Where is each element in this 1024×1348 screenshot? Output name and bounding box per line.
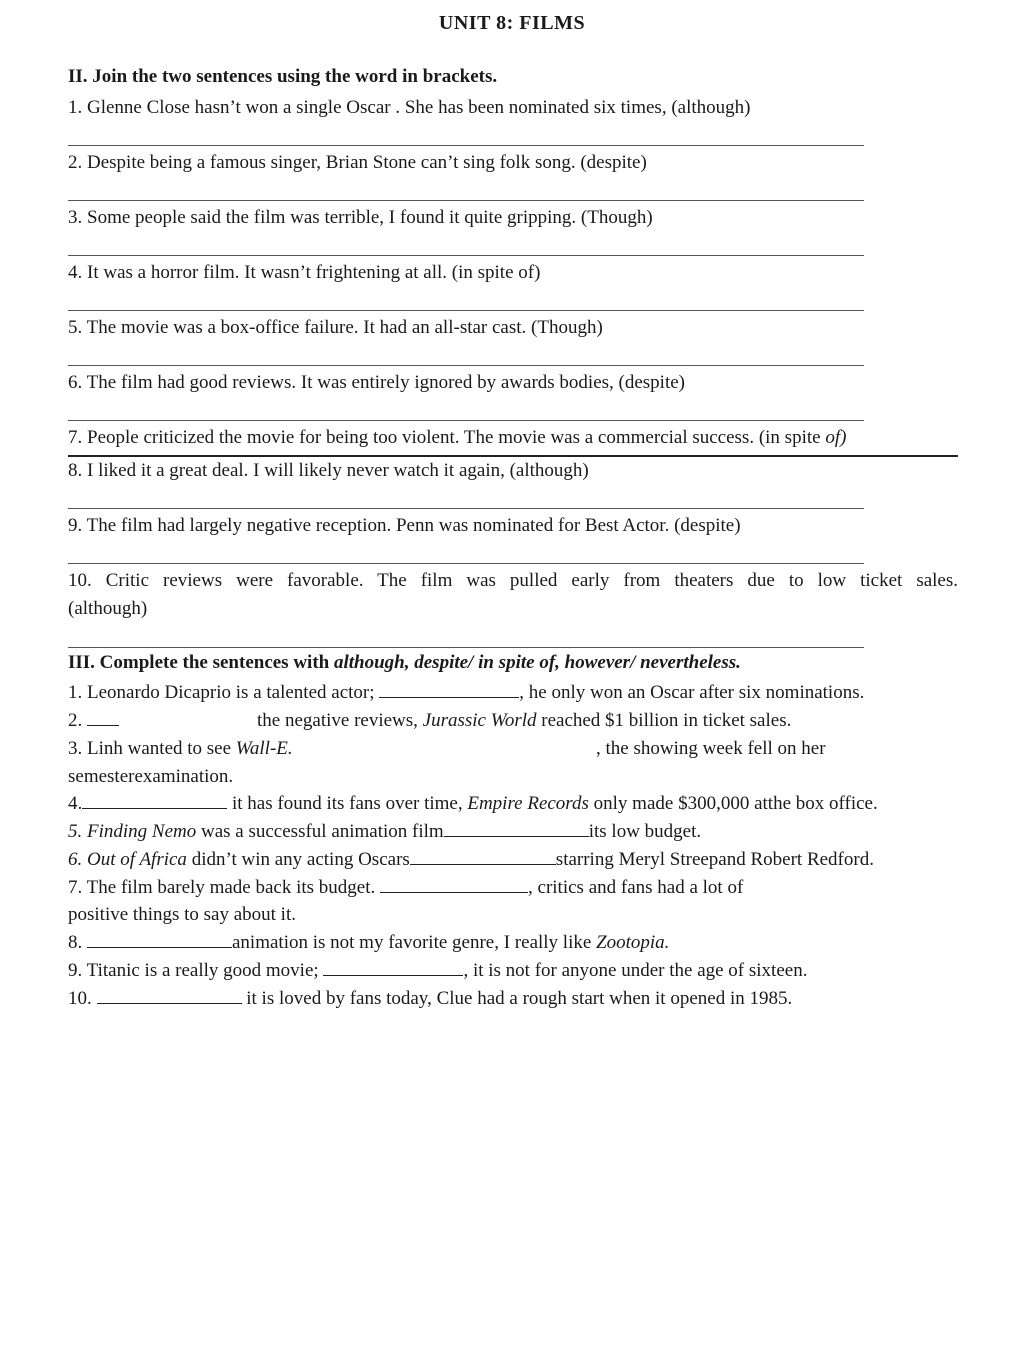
answer-line-8[interactable]	[68, 508, 864, 509]
exercise-2-item-10: 10. Critic reviews were favorable. The film was pulled early from theaters due to low ticket sales.	[68, 570, 958, 591]
s2-text-b: the negative reviews,	[257, 710, 423, 731]
answer-line-7[interactable]	[68, 455, 958, 457]
section-3-heading-text: III. Complete the sentences with	[68, 652, 334, 673]
s3-text-b: , the showing week fell on her	[596, 738, 826, 759]
s4-text-a: 4.	[68, 793, 83, 814]
s6-text-a: didn’t win any acting Oscars	[186, 849, 410, 870]
s7-text-b: , critics and fans had a lot of	[528, 877, 744, 898]
answer-line-4[interactable]	[68, 310, 864, 311]
blank-9[interactable]	[323, 960, 463, 976]
exercise-2-item-4: 4. It was a horror film. It wasn’t frightening at all. (in spite of)	[68, 262, 541, 283]
s4-text-b: it has found its fans over time,	[227, 793, 468, 814]
s9-text-b: , it is not for anyone under the age of sixteen.	[463, 960, 808, 981]
s8-italic: Zootopia.	[596, 932, 670, 953]
blank-4[interactable]	[82, 793, 227, 809]
s5-italic: 5. Finding Nemo	[68, 821, 197, 842]
exercise-3-item-3-cont: semesterexamination.	[68, 766, 234, 787]
blank-1[interactable]	[379, 682, 519, 698]
s1-text-b: , he only won an Oscar after six nominations.	[519, 682, 865, 703]
s8-text-a: 8.	[68, 932, 87, 953]
blank-2[interactable]	[87, 710, 119, 726]
answer-line-9[interactable]	[68, 563, 864, 564]
s5-text-b: its low budget.	[588, 821, 702, 842]
s3-italic: Wall-E.	[235, 738, 293, 759]
section-3-heading	[68, 652, 741, 674]
s6-italic-b: Africa	[139, 849, 187, 870]
s7-text-a: 7. The film barely made back its budget.	[68, 877, 381, 898]
blank-10[interactable]	[97, 988, 242, 1004]
exercise-3-item-6	[68, 848, 874, 872]
answer-line-1[interactable]	[68, 145, 864, 146]
answer-line-10[interactable]	[68, 647, 864, 648]
exercise-3-item-2	[68, 709, 791, 733]
exercise-3-item-10	[68, 987, 792, 1011]
s8-text-b: animation is not my favorite genre, I really like	[232, 932, 597, 953]
s9-text-a: 9. Titanic is a really good movie;	[68, 960, 324, 981]
answer-line-3[interactable]	[68, 255, 864, 256]
exercise-3-item-5	[68, 820, 701, 844]
s10-text-a: 10.	[68, 988, 97, 1009]
exercise-3-item-7	[68, 876, 743, 900]
s4-italic: Empire Records	[467, 793, 589, 814]
s10-text-b: it is loved by fans today, Clue had a rough start when it opened in 1985.	[241, 988, 793, 1009]
answer-line-6[interactable]	[68, 420, 864, 421]
exercise-3-item-8	[68, 931, 669, 955]
s2-text-c: reached $1 billion in ticket sales.	[536, 710, 792, 731]
exercise-2-item-7	[68, 426, 846, 450]
blank-5[interactable]	[444, 821, 589, 837]
answer-line-5[interactable]	[68, 365, 864, 366]
exercise-2-item-5: 5. The movie was a box-office failure. It had an all-star cast. (Though)	[68, 317, 603, 338]
s2-italic: Jurassic World	[422, 710, 537, 731]
exercise-2-item-1: 1. Glenne Close hasn’t won a single Oscar . She has been nominated six times, (although)	[68, 97, 751, 118]
section-3-heading-italic: although, despite/ in spite of, however/ nevertheless.	[333, 652, 741, 673]
answer-line-2[interactable]	[68, 200, 864, 201]
s1-text-a: 1. Leonardo Dicaprio is a talented actor;	[68, 682, 380, 703]
exercise-2-item-8: 8. I liked it a great deal. I will likely never watch it again, (although)	[68, 460, 589, 481]
exercise-3-item-4	[68, 792, 878, 816]
exercise-2-item-10-cont: (although)	[68, 598, 148, 619]
s6-italic-a: 6. Out of	[68, 849, 140, 870]
item-7-text: 7. People criticized the movie for being too violent. The movie was a commercial success. (in spite	[68, 427, 826, 448]
exercise-3-item-1	[68, 681, 864, 705]
s3-text-a: 3. Linh wanted to see	[68, 738, 236, 759]
exercise-3-item-3	[68, 737, 293, 761]
s5-text-a: was a successful animation film	[196, 821, 444, 842]
s4-text-c: only made $300,000 atthe box office.	[588, 793, 878, 814]
exercise-2-item-6: 6. The film had good reviews. It was entirely ignored by awards bodies, (despite)	[68, 372, 685, 393]
blank-8[interactable]	[87, 932, 232, 948]
exercise-2-item-2: 2. Despite being a famous singer, Brian Stone can’t sing folk song. (despite)	[68, 152, 647, 173]
s2-text-a: 2.	[68, 710, 87, 731]
section-2-heading: II. Join the two sentences using the word in brackets.	[68, 66, 498, 87]
page-title: UNIT 8: FILMS	[438, 12, 586, 34]
blank-7[interactable]	[380, 877, 528, 893]
s6-text-b: starring Meryl Streepand Robert Redford.	[555, 849, 874, 870]
exercise-3-item-7-cont: positive things to say about it.	[68, 904, 296, 925]
item-7-italic: of)	[825, 427, 847, 448]
exercise-2-item-9: 9. The film had largely negative reception. Penn was nominated for Best Actor. (despite)	[68, 515, 741, 536]
exercise-3-item-9	[68, 959, 807, 983]
blank-6[interactable]	[410, 849, 556, 865]
exercise-2-item-3: 3. Some people said the film was terrible, I found it quite gripping. (Though)	[68, 207, 653, 228]
exercise-3-item-3-end	[596, 737, 826, 761]
